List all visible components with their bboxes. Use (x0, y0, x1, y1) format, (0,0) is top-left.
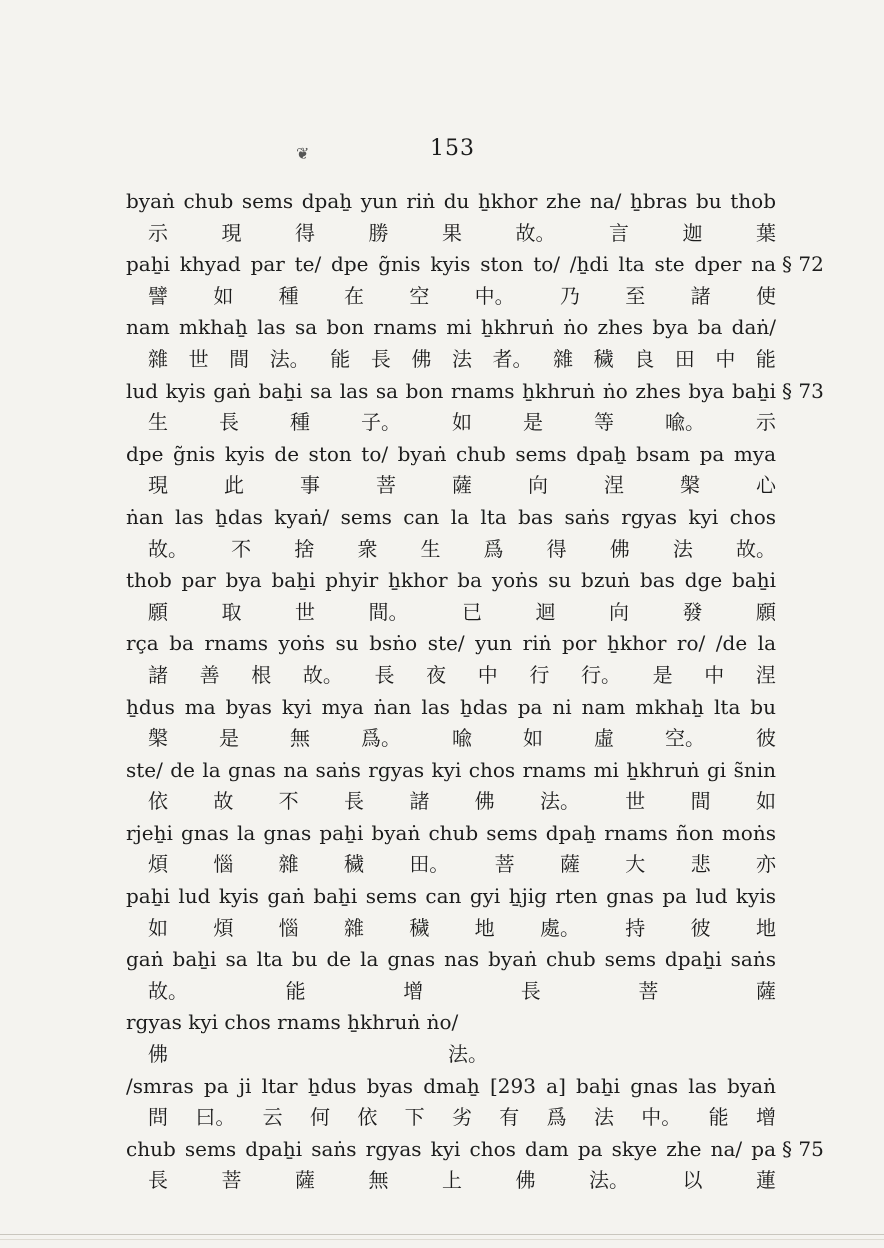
chinese-character: 長 (148, 1168, 168, 1193)
chinese-character: 能 (285, 978, 306, 1003)
chinese-character: 增 (403, 978, 424, 1003)
tibetan-text: byaṅ chub sems dpaẖ yun riṅ du ẖkhor zhe na/ ẖbras bu thob (126, 189, 776, 213)
tibetan-text: ṅan las ẖdas kyaṅ/ sems can la lta bas saṅs rgyas kyi chos (126, 504, 776, 529)
chinese-character: 菩 (376, 473, 396, 498)
chinese-character: 虛 (594, 726, 614, 751)
chinese-character: 能 (755, 346, 776, 371)
chinese-character: 爲。 (361, 726, 401, 751)
chinese-character: 雜 (278, 852, 299, 877)
chinese-character: 子。 (361, 410, 401, 435)
chinese-character: 是 (523, 410, 543, 435)
tibetan-line (126, 249, 824, 281)
chinese-character: 上 (442, 1168, 462, 1193)
chinese-character: 雜 (553, 346, 574, 371)
chinese-character: 菩 (221, 1168, 242, 1193)
chinese-character: 衆 (357, 536, 378, 561)
chinese-character: 喩 (452, 726, 472, 751)
chinese-character: 雜 (343, 915, 364, 940)
chinese-character: 故。 (735, 536, 776, 561)
text-body (126, 186, 824, 1197)
chinese-text (126, 407, 776, 439)
chinese-character: 已 (462, 599, 482, 624)
chinese-character: 如 (148, 915, 168, 940)
chinese-character: 葉 (756, 220, 776, 245)
chinese-character: 田 (674, 346, 695, 371)
chinese-character: 爲 (546, 1105, 567, 1130)
chinese-line (126, 723, 806, 755)
chinese-line (126, 1102, 806, 1134)
chinese-character: 亦 (755, 852, 776, 877)
chinese-character: 菩 (494, 852, 515, 877)
tibetan-text: paẖi khyad par te/ dpe g̃nis kyis ston to/ /ẖdi lta ste dper na (126, 252, 776, 277)
chinese-character: 中 (477, 662, 498, 687)
chinese-character: 持 (625, 915, 646, 940)
chinese-character: 蓮 (756, 1168, 776, 1193)
chinese-character: 事 (300, 473, 320, 498)
chinese-line (126, 1165, 806, 1197)
chinese-character: 使 (755, 283, 776, 308)
tibetan-line (126, 565, 806, 597)
chinese-character: 穢 (593, 346, 614, 371)
chinese-character: 迦 (682, 220, 703, 245)
chinese-character: 槃 (680, 473, 700, 498)
chinese-character: 良 (634, 346, 655, 371)
chinese-text (126, 976, 776, 1008)
chinese-text (126, 218, 776, 250)
chinese-character: 長 (219, 410, 239, 435)
chinese-character: 間。 (368, 599, 409, 624)
chinese-text (126, 1039, 776, 1071)
chinese-text (126, 849, 776, 881)
chinese-line (126, 218, 806, 250)
chinese-character: 中。 (474, 283, 515, 308)
chinese-character: 長 (343, 789, 364, 814)
chinese-line (126, 281, 806, 313)
tibetan-line (126, 1071, 806, 1103)
chinese-character: 譬 (148, 283, 168, 308)
chinese-character: 諸 (690, 283, 711, 308)
chinese-character: 喩。 (665, 410, 705, 435)
chinese-character: 空 (409, 283, 430, 308)
chinese-text (126, 1102, 776, 1134)
chinese-character: 言 (609, 220, 629, 245)
chinese-character: 迴 (535, 599, 556, 624)
chinese-text (126, 786, 776, 818)
chinese-character: 願 (756, 599, 776, 624)
chinese-character: 如 (755, 789, 776, 814)
chinese-character: 法 (672, 536, 693, 561)
chinese-character: 種 (278, 283, 299, 308)
tibetan-text: ste/ de la gnas na saṅs rgyas kyi chos rnams mi ẖkhruṅ gi s̃nin (126, 757, 776, 782)
tibetan-text: paẖi lud kyis gaṅ baẖi sems can gyi ẖjig rten gnas pa lud kyis (126, 884, 776, 909)
chinese-character: 是 (652, 662, 673, 687)
chinese-character: 間 (229, 346, 250, 371)
chinese-character: 薩 (755, 978, 776, 1003)
chinese-character: 薩 (295, 1168, 315, 1193)
chinese-line (126, 470, 806, 502)
chinese-line (126, 660, 806, 692)
chinese-character: 地 (474, 915, 495, 940)
chinese-character: 中。 (641, 1105, 682, 1130)
chinese-character: 無 (290, 726, 310, 751)
chinese-character: 煩 (213, 915, 234, 940)
chinese-character: 捨 (294, 536, 315, 561)
chinese-character: 依 (357, 1105, 378, 1130)
chinese-character: 惱 (278, 915, 299, 940)
chinese-character: 槃 (148, 726, 168, 751)
chinese-character: 佛 (148, 1042, 168, 1067)
chinese-character: 惱 (213, 852, 234, 877)
chinese-character: 示 (756, 410, 776, 435)
chinese-character: 穢 (343, 852, 364, 877)
chinese-character: 勝 (368, 220, 389, 245)
chinese-text (126, 1165, 776, 1197)
section-number: § 75 (782, 1136, 824, 1161)
chinese-character: 不 (278, 789, 299, 814)
chinese-character: 故。 (148, 536, 188, 561)
chinese-line (126, 1039, 806, 1071)
chinese-character: 中 (704, 662, 725, 687)
tibetan-text: /smras pa ji ltar ẖdus byas dmaẖ [293 a] baẖi gnas las byaṅ (126, 1073, 776, 1098)
chinese-character: 長 (370, 346, 391, 371)
tibetan-line (126, 439, 806, 471)
chinese-character: 行。 (581, 662, 621, 687)
chinese-character: 根 (251, 662, 272, 687)
chinese-character: 現 (148, 473, 168, 498)
chinese-character: 得 (546, 536, 567, 561)
chinese-character: 菩 (638, 978, 659, 1003)
chinese-character: 在 (343, 283, 364, 308)
chinese-character: 涅 (755, 662, 776, 687)
tibetan-line (126, 502, 806, 534)
chinese-character: 法。 (539, 789, 580, 814)
chinese-character: 雜 (148, 346, 168, 371)
chinese-character: 果 (442, 220, 462, 245)
chinese-line (126, 534, 806, 566)
tibetan-line (126, 755, 806, 787)
chinese-character: 能 (330, 346, 351, 371)
tibetan-line (126, 692, 806, 724)
chinese-text (126, 344, 776, 376)
chinese-text (126, 597, 776, 629)
chinese-character: 乃 (559, 283, 580, 308)
chinese-character: 法。 (589, 1168, 629, 1193)
chinese-character: 涅 (604, 473, 624, 498)
chinese-character: 現 (221, 220, 242, 245)
chinese-character: 世 (188, 346, 209, 371)
chinese-character: 彼 (756, 726, 776, 751)
printer-mark: ❦ (296, 144, 310, 163)
chinese-character: 如 (523, 726, 543, 751)
chinese-character: 心 (756, 473, 776, 498)
page-number: 153 (430, 136, 475, 161)
chinese-character: 等 (594, 410, 614, 435)
chinese-character: 田。 (409, 852, 450, 877)
chinese-character: 生 (420, 536, 441, 561)
chinese-character: 長 (374, 662, 395, 687)
chinese-line (126, 597, 806, 629)
chinese-character: 者。 (492, 346, 533, 371)
chinese-character: 世 (295, 599, 315, 624)
chinese-character: 法。 (269, 346, 310, 371)
chinese-line (126, 344, 806, 376)
tibetan-text: rjeẖi gnas la gnas paẖi byaṅ chub sems dpaẖ rnams ñon moṅs (126, 820, 776, 845)
chinese-text (126, 913, 776, 945)
tibetan-text: chub sems dpaẖi saṅs rgyas kyi chos dam pa skye zhe na/ pa (126, 1136, 776, 1161)
chinese-character: 增 (755, 1105, 776, 1130)
chinese-character: 善 (199, 662, 220, 687)
chinese-character: 不 (231, 536, 252, 561)
chinese-character: 發 (682, 599, 703, 624)
chinese-character: 故。 (515, 220, 556, 245)
chinese-character: 法 (451, 346, 472, 371)
chinese-character: 爲 (483, 536, 504, 561)
chinese-character: 彼 (690, 915, 711, 940)
chinese-character: 願 (148, 599, 168, 624)
chinese-character: 能 (708, 1105, 729, 1130)
section-number: § 72 (782, 252, 824, 277)
chinese-character: 薩 (559, 852, 580, 877)
chinese-character: 劣 (451, 1105, 472, 1130)
chinese-character: 向 (609, 599, 629, 624)
chinese-character: 此 (224, 473, 244, 498)
chinese-character: 取 (221, 599, 242, 624)
chinese-character: 穢 (409, 915, 430, 940)
chinese-character: 法 (593, 1105, 614, 1130)
chinese-character: 種 (290, 410, 310, 435)
chinese-character: 曰。 (195, 1105, 236, 1130)
chinese-character: 故。 (148, 978, 188, 1003)
chinese-character: 無 (368, 1168, 389, 1193)
tibetan-line (126, 376, 824, 408)
chinese-character: 佛 (609, 536, 630, 561)
tibetan-text: ẖdus ma byas kyi mya ṅan las ẖdas pa ni nam mkhaẖ lta bu (126, 694, 776, 719)
tibetan-line (126, 628, 806, 660)
chinese-character: 大 (625, 852, 646, 877)
tibetan-text: dpe g̃nis kyis de ston to/ byaṅ chub sems dpaẖ bsam pa mya (126, 441, 776, 466)
chinese-character: 中 (715, 346, 736, 371)
chinese-character: 佛 (515, 1168, 536, 1193)
chinese-character: 如 (452, 410, 472, 435)
chinese-text (126, 281, 776, 313)
tibetan-text: rça ba rnams yoṅs su bsṅo ste/ yun riṅ por ẖkhor ro/ /de la (126, 631, 776, 656)
chinese-character: 長 (520, 978, 541, 1003)
chinese-character: 依 (148, 789, 168, 814)
chinese-character: 薩 (452, 473, 472, 498)
tibetan-text: lud kyis gaṅ baẖi sa las sa bon rnams ẖkhruṅ ṅo zhes bya baẖi (126, 378, 776, 403)
tibetan-line (126, 944, 806, 976)
tibetan-text: gaṅ baẖi sa lta bu de la gnas nas byaṅ chub sems dpaẖi saṅs (126, 947, 776, 972)
chinese-character: 間 (690, 789, 711, 814)
chinese-text (126, 534, 776, 566)
tibetan-text: thob par bya baẖi phyir ẖkhor ba yoṅs su bzuṅ bas dge baẖi (126, 568, 776, 593)
chinese-character: 問 (148, 1105, 168, 1130)
chinese-character: 得 (295, 220, 315, 245)
chinese-character: 至 (625, 283, 646, 308)
chinese-character: 行 (529, 662, 550, 687)
chinese-character: 故。 (302, 662, 343, 687)
tibetan-text: nam mkhaẖ las sa bon rnams mi ẖkhruṅ ṅo zhes bya ba daṅ/ (126, 315, 776, 340)
tibetan-line (126, 818, 806, 850)
chinese-character: 夜 (426, 662, 447, 687)
chinese-character: 下 (404, 1105, 425, 1130)
chinese-character: 故 (213, 789, 234, 814)
chinese-character: 煩 (148, 852, 168, 877)
chinese-character: 示 (148, 220, 168, 245)
chinese-character: 是 (219, 726, 239, 751)
chinese-character: 處。 (539, 915, 580, 940)
chinese-character: 諸 (409, 789, 430, 814)
tibetan-text: rgyas kyi chos rnams ẖkhruṅ ṅo/ (126, 1010, 459, 1035)
bottom-rule-faint (0, 1239, 884, 1240)
tibetan-line (126, 1007, 806, 1039)
chinese-character: 地 (755, 915, 776, 940)
chinese-line (126, 849, 806, 881)
chinese-line (126, 976, 806, 1008)
chinese-character: 悲 (690, 852, 711, 877)
chinese-character: 世 (625, 789, 646, 814)
chinese-line (126, 913, 806, 945)
chinese-character: 云 (262, 1105, 283, 1130)
tibetan-line (126, 312, 806, 344)
chinese-line (126, 407, 806, 439)
chinese-character: 法。 (448, 1042, 488, 1067)
chinese-character: 佛 (474, 789, 495, 814)
chinese-line (126, 786, 806, 818)
chinese-character: 有 (499, 1105, 520, 1130)
chinese-character: 生 (148, 410, 168, 435)
chinese-text (126, 660, 776, 692)
chinese-character: 以 (682, 1168, 703, 1193)
tibetan-line (126, 881, 806, 913)
chinese-character: 空。 (665, 726, 705, 751)
section-number: § 73 (782, 378, 824, 403)
chinese-character: 向 (528, 473, 548, 498)
bottom-rule (0, 1234, 884, 1235)
tibetan-line (126, 186, 806, 218)
chinese-text (126, 723, 776, 755)
tibetan-line (126, 1134, 824, 1166)
chinese-character: 諸 (148, 662, 168, 687)
chinese-character: 何 (309, 1105, 330, 1130)
chinese-character: 佛 (411, 346, 432, 371)
chinese-text (126, 470, 776, 502)
chinese-character: 如 (213, 283, 234, 308)
